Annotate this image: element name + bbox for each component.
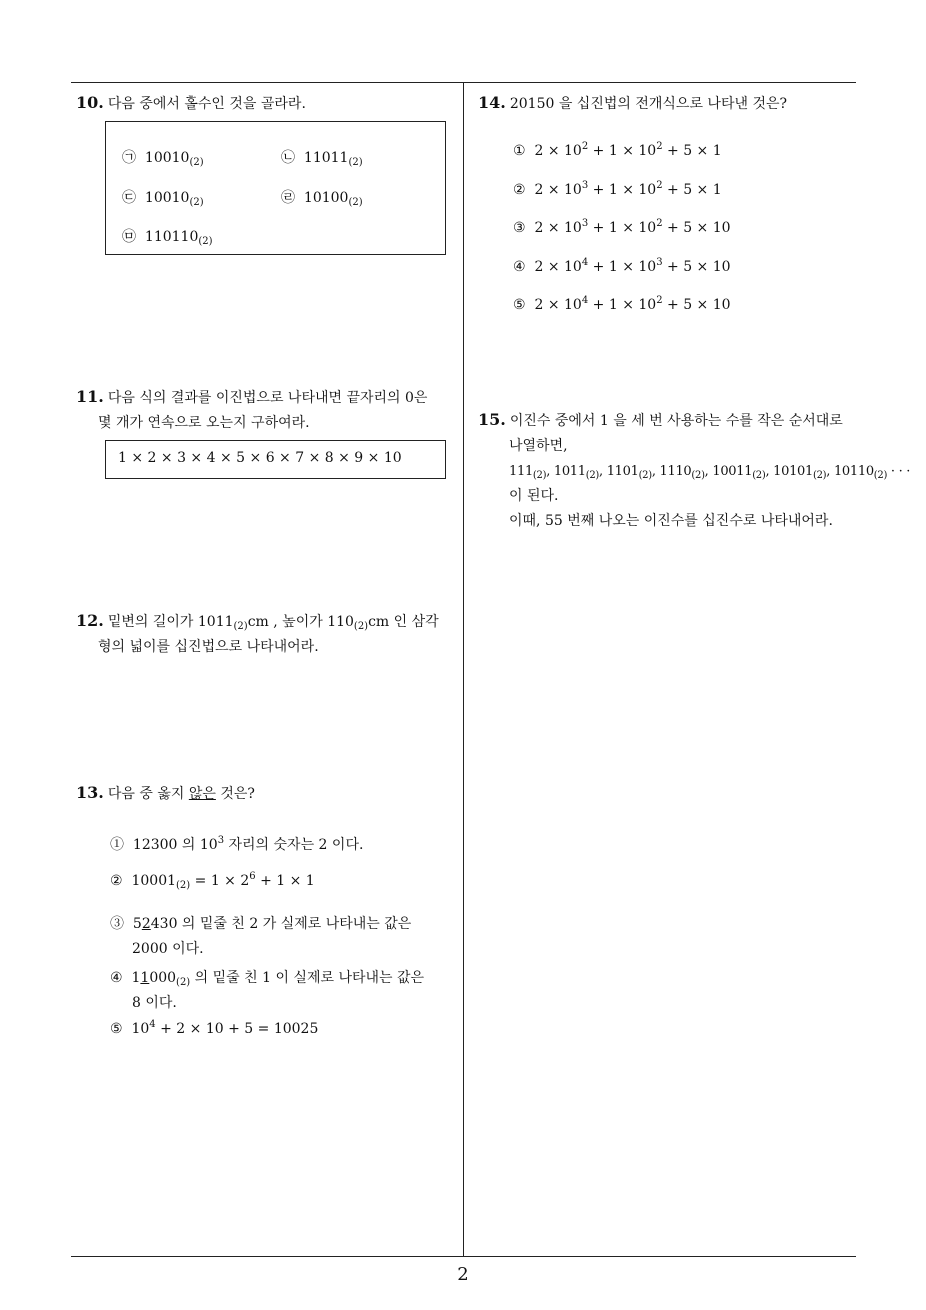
option-text: 의 밑줄 친 1 이 실제로 나타내는 값은 (190, 970, 425, 986)
q10-option-5[interactable] (122, 226, 213, 246)
question-14 (478, 90, 787, 117)
option-value: 10100 (303, 190, 349, 206)
option-value: 110110 (144, 229, 199, 245)
option-text: 2 × 10 (534, 182, 582, 198)
option-value: 10010 (144, 190, 190, 206)
option-text: + 1 × 10 (588, 259, 657, 275)
q10-option-4[interactable] (281, 187, 363, 207)
question-10-number: 10. (76, 93, 104, 112)
base-subscript: (2) (813, 470, 827, 481)
question-11-text-line2: 몇 개가 연속으로 오는지 구하여라. (98, 415, 310, 431)
option-marker: ㉢ (122, 190, 136, 206)
sequence-item: 1011 (553, 464, 586, 479)
base-subscript: (2) (348, 197, 363, 208)
question-13-text: 것은? (215, 786, 255, 802)
exponent: 4 (149, 1019, 156, 1030)
question-12-number: 12. (76, 611, 104, 630)
option-marker: ㉣ (281, 190, 295, 206)
q13-option-5[interactable] (110, 1021, 318, 1037)
page-number: 2 (457, 1264, 469, 1285)
option-text: 2 × 10 (534, 220, 582, 236)
option-text: + 1 × 10 (588, 143, 657, 159)
option-text: 2 × 10 (534, 297, 582, 313)
question-13-number: 13. (76, 783, 104, 802)
option-marker: ⑤ (513, 297, 526, 313)
option-text: + 1 × 1 (255, 873, 315, 889)
ellipsis: · · · (890, 464, 911, 479)
sequence-item: 10011 (712, 464, 753, 479)
base-subscript: (2) (638, 470, 652, 481)
option-text: + 1 × 10 (588, 297, 657, 313)
question-13 (76, 780, 255, 807)
question-15-number: 15. (478, 410, 506, 429)
option-marker: ㉤ (122, 229, 136, 245)
q14-option-4[interactable] (513, 259, 731, 275)
option-text: 10 (131, 1021, 150, 1037)
base-subscript: (2) (585, 470, 600, 481)
exponent: 4 (581, 295, 589, 306)
question-10-text: 다음 중에서 홀수인 것을 골라라. (107, 96, 306, 112)
option-text: 12300 의 10 (132, 837, 218, 853)
base-subscript: (2) (873, 470, 888, 481)
sequence-item: 1101 (606, 464, 639, 479)
base-subscript: (2) (189, 157, 204, 168)
q10-option-1[interactable] (122, 147, 204, 167)
question-15-text-line4: 이 된다. (509, 488, 559, 504)
question-15-text-line2: 나열하면, (509, 438, 568, 454)
option-marker: ⑤ (110, 1021, 123, 1037)
base-subscript: (2) (189, 197, 204, 208)
option-text: + 5 × 10 (662, 297, 731, 313)
q13-option-1[interactable] (110, 834, 363, 854)
option-text-line2: 2000 이다. (132, 941, 204, 957)
base-subscript: (2) (691, 470, 705, 481)
exponent: 2 (656, 180, 663, 191)
q13-option-2[interactable] (110, 873, 315, 889)
option-marker: ㉠ (122, 150, 136, 166)
option-text: 1 (131, 970, 141, 986)
exponent: 2 (581, 141, 589, 152)
question-14-number: 14. (478, 93, 506, 112)
question-12 (76, 608, 458, 660)
underlined-digit: 2 (141, 916, 151, 932)
base-subscript: (2) (176, 977, 191, 988)
exponent: 2 (656, 141, 663, 152)
bottom-rule (71, 1256, 856, 1257)
sequence-item: 1110 (659, 464, 692, 479)
exponent: 4 (581, 257, 589, 268)
question-15-text-line5: 이때, 55 번째 나오는 이진수를 십진수로 나타내어라. (509, 513, 833, 529)
option-text: 000 (149, 970, 177, 986)
question-12-text: cm , 높이가 110 (247, 614, 354, 630)
exponent: 3 (581, 218, 589, 229)
question-11-expression: 1 × 2 × 3 × 4 × 5 × 6 × 7 × 8 × 9 × 10 (118, 450, 402, 466)
base-subscript: (2) (348, 157, 363, 168)
option-marker: ① (513, 143, 526, 159)
option-text: + 5 × 10 (662, 220, 731, 236)
option-text: 10001 (131, 873, 177, 889)
q10-option-3[interactable] (122, 187, 204, 207)
q14-option-5[interactable] (513, 297, 731, 313)
option-text: + 5 × 10 (662, 259, 731, 275)
option-text: 자리의 숫자는 2 이다. (224, 837, 364, 853)
option-marker: ③ (110, 916, 124, 932)
sequence-item: 10110 (833, 464, 874, 479)
base-subscript: (2) (353, 621, 369, 632)
option-text: 2 × 10 (534, 143, 582, 159)
option-text: + 5 × 1 (662, 143, 722, 159)
underlined-digit: 1 (140, 970, 150, 986)
question-12-text: cm 인 삼각 (368, 614, 439, 630)
option-value: 11011 (303, 150, 349, 166)
option-marker: ① (110, 837, 124, 853)
option-text: + 2 × 10 + 5 = 10025 (155, 1021, 319, 1037)
option-text: = 1 × 2 (190, 873, 250, 889)
option-text: 430 의 밑줄 친 2 가 실제로 나타내는 값은 (150, 916, 412, 932)
q13-option-3[interactable] (110, 912, 411, 962)
base-subscript: (2) (198, 236, 213, 247)
question-15 (478, 407, 911, 534)
option-text: + 1 × 10 (588, 182, 657, 198)
base-subscript: (2) (532, 470, 547, 481)
question-11 (76, 384, 458, 436)
base-subscript: (2) (176, 880, 191, 891)
option-marker: ② (513, 182, 526, 198)
column-divider (463, 83, 464, 1257)
base-subscript: (2) (752, 470, 766, 481)
option-text: 2 × 10 (534, 259, 582, 275)
exponent: 3 (581, 180, 589, 191)
option-text: + 5 × 1 (662, 182, 722, 198)
question-11-text-line1: 다음 식의 결과를 이진법으로 나타내면 끝자리의 0은 (107, 390, 428, 406)
option-value: 10010 (144, 150, 190, 166)
exponent: 2 (656, 295, 663, 306)
option-text: + 1 × 10 (588, 220, 657, 236)
exponent: 6 (249, 871, 256, 882)
question-12-text-line2: 형의 넓이를 십진법으로 나타내어라. (98, 639, 319, 655)
question-15-sequence: $111_{(2)}$, $1011_{(2)}$, $1101_{(2)}$, $1110_{(2)}$, $10011_{(2)}$, $10101_{(2)}$, $10110_{(2)}$ · · · (509, 464, 911, 481)
exponent: 2 (656, 218, 663, 229)
question-13-emphasis: 않은 (188, 786, 216, 802)
option-marker: ③ (513, 220, 526, 236)
q14-option-3[interactable] (513, 220, 731, 236)
sequence-item: 10101 (773, 464, 813, 479)
question-13-text: 다음 중 옳지 (107, 786, 189, 802)
option-marker: ㉡ (281, 150, 295, 166)
question-12-text: 밑변의 길이가 1011 (107, 614, 234, 630)
q10-option-2[interactable] (281, 147, 363, 167)
question-10 (76, 90, 306, 117)
exponent: 3 (217, 835, 225, 846)
question-15-text-line1: 이진수 중에서 1 을 세 번 사용하는 수를 작은 순서대로 (509, 413, 843, 429)
sequence-item: 111 (509, 464, 533, 479)
q14-option-2[interactable] (513, 182, 722, 198)
q13-option-4[interactable] (110, 966, 424, 1016)
question-11-number: 11. (76, 387, 104, 406)
question-14-text: 20150 을 십진법의 전개식으로 나타낸 것은? (509, 96, 787, 112)
base-subscript: (2) (233, 621, 248, 632)
option-text: 5 (132, 916, 142, 932)
option-text-line2: 8 이다. (132, 995, 177, 1011)
option-marker: ④ (110, 970, 123, 986)
option-marker: ② (110, 873, 123, 889)
exponent: 3 (656, 257, 663, 268)
option-marker: ④ (513, 259, 526, 275)
q14-option-1[interactable] (513, 143, 722, 159)
